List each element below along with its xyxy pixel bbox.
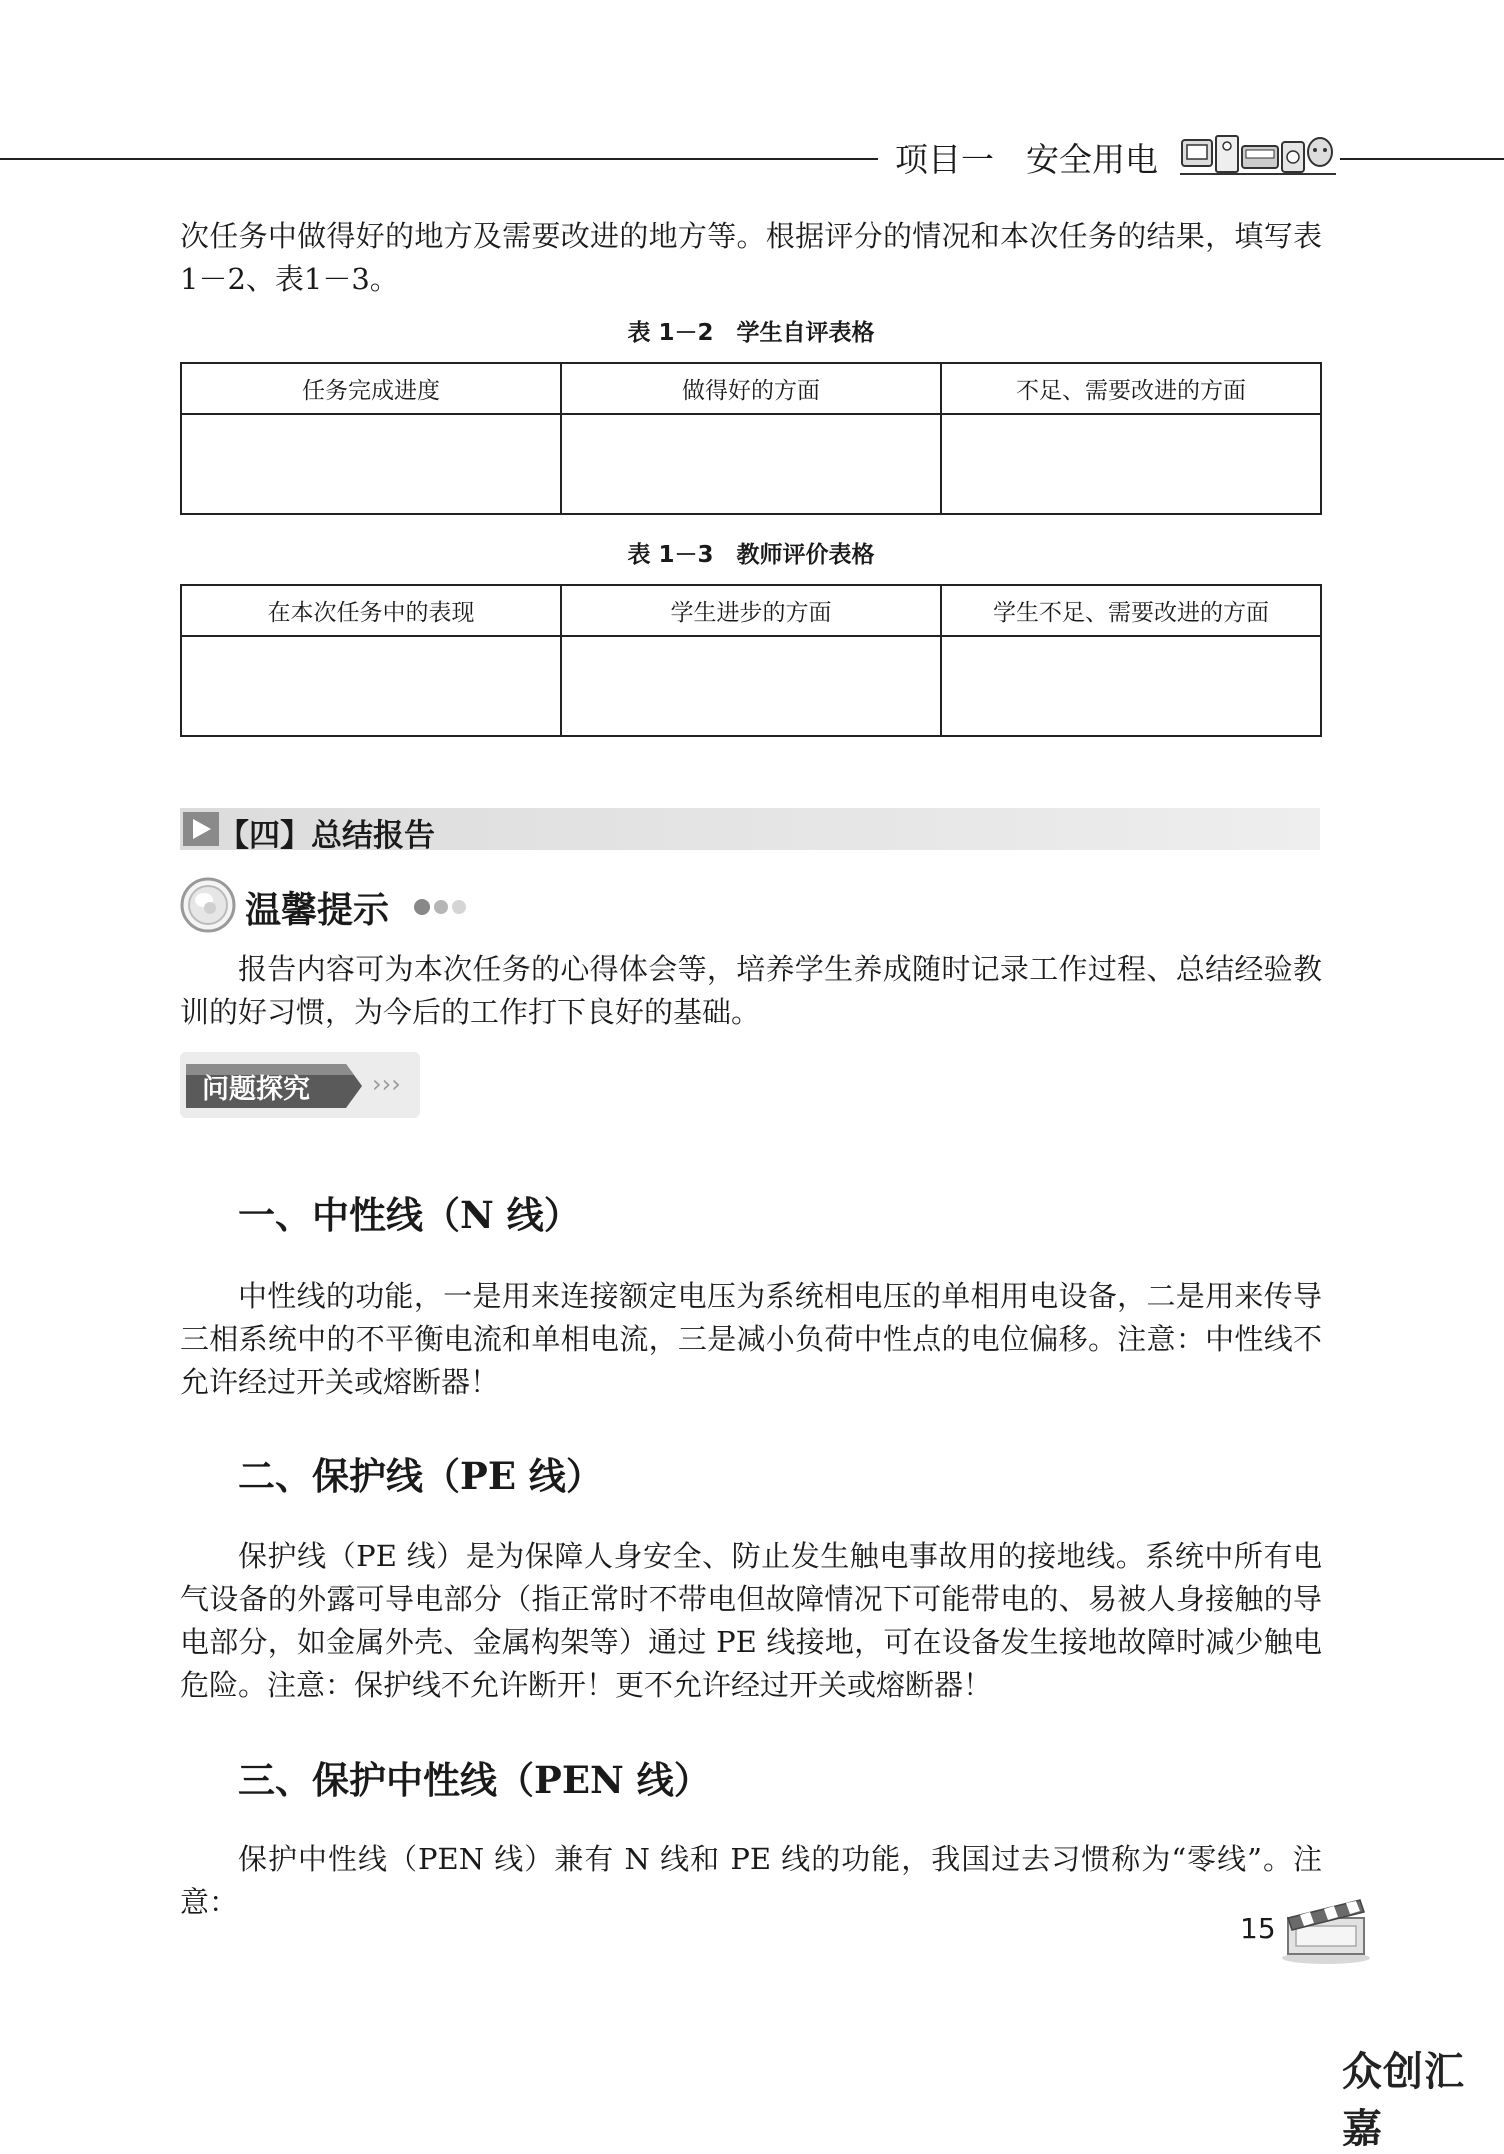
table-blank-cell[interactable] xyxy=(561,414,941,514)
teacher-evaluation-table xyxy=(180,584,1322,737)
topic-paragraph: 保护中性线（PEN 线）兼有 N 线和 PE 线的功能，我国过去习惯称为“零线”。注意： xyxy=(180,1842,1322,1919)
table-blank-cell[interactable] xyxy=(941,414,1321,514)
topic-paragraph: 保护线（PE 线）是为保障人身安全、防止发生触电事故用的接地线。系统中所有电气设备的外露可导电部分（指正常时不带电但故障情况下可能带电的、易被人身接触的导电部分，如金属外壳、金属构架等）通过 PE 线接地，可在设备发生接地故障时减少触电危险。注意：保护线不允许断开！更不允许经过开关或熔断器！ xyxy=(180,1539,1322,1702)
lightbulb-badge-icon xyxy=(178,876,240,934)
topic-heading: 三、保护中性线（PEN 线） xyxy=(238,1758,711,1802)
table-header-cell: 在本次任务中的表现 xyxy=(181,585,561,636)
page-number: 15 xyxy=(1240,1912,1276,1945)
play-arrow-icon xyxy=(183,812,219,846)
table-header-cell: 做得好的方面 xyxy=(561,363,941,414)
clapperboard-icon xyxy=(1280,1890,1372,1964)
topic-heading: 一、中性线（N 线） xyxy=(238,1193,581,1237)
table-header-cell: 学生进步的方面 xyxy=(561,585,941,636)
tip-title: 温馨提示 xyxy=(245,890,390,931)
explore-label: 问题探究 xyxy=(202,1074,310,1105)
topic-paragraph: 中性线的功能，一是用来连接额定电压为系统相电压的单相用电设备，二是用来传导三相系统中的不平衡电流和单相电流，三是减小负荷中性点的电位偏移。注意：中性线不允许经过开关或熔断器！ xyxy=(180,1279,1322,1399)
table-blank-cell[interactable] xyxy=(181,414,561,514)
svg-text:›››: ››› xyxy=(372,1070,401,1098)
table-header-cell: 不足、需要改进的方面 xyxy=(941,363,1321,414)
table-blank-cell[interactable] xyxy=(941,636,1321,736)
header-project: 项目一 xyxy=(895,140,994,179)
header-topic: 安全用电 xyxy=(1026,140,1158,179)
table-teacher-caption: 表 1－3 教师评价表格 xyxy=(627,542,875,568)
header-rule-right xyxy=(1340,158,1504,160)
header-rule-left xyxy=(0,158,878,160)
dots-decoration-icon xyxy=(412,896,472,918)
intro-paragraph: 次任务中做得好的地方及需要改进的地方等。根据评分的情况和本次任务的结果，填写表1－2、表1－3。 xyxy=(180,219,1322,296)
running-header xyxy=(895,134,1158,181)
table-self-caption: 表 1－2 学生自评表格 xyxy=(627,320,875,346)
table-header-cell: 学生不足、需要改进的方面 xyxy=(941,585,1321,636)
self-evaluation-table xyxy=(180,362,1322,515)
table-blank-cell[interactable] xyxy=(181,636,561,736)
section-title: 【四】总结报告 xyxy=(218,818,435,854)
table-blank-cell[interactable] xyxy=(561,636,941,736)
table-header-cell: 任务完成进度 xyxy=(181,363,561,414)
watermark-brand: 众创汇嘉 xyxy=(1342,2049,1465,2152)
topic-heading: 二、保护线（PE 线） xyxy=(238,1454,603,1498)
appliance-illustration-icon xyxy=(1180,132,1336,178)
tip-paragraph: 报告内容可为本次任务的心得体会等，培养学生养成随时记录工作过程、总结经验教训的好习惯，为今后的工作打下良好的基础。 xyxy=(180,952,1322,1029)
